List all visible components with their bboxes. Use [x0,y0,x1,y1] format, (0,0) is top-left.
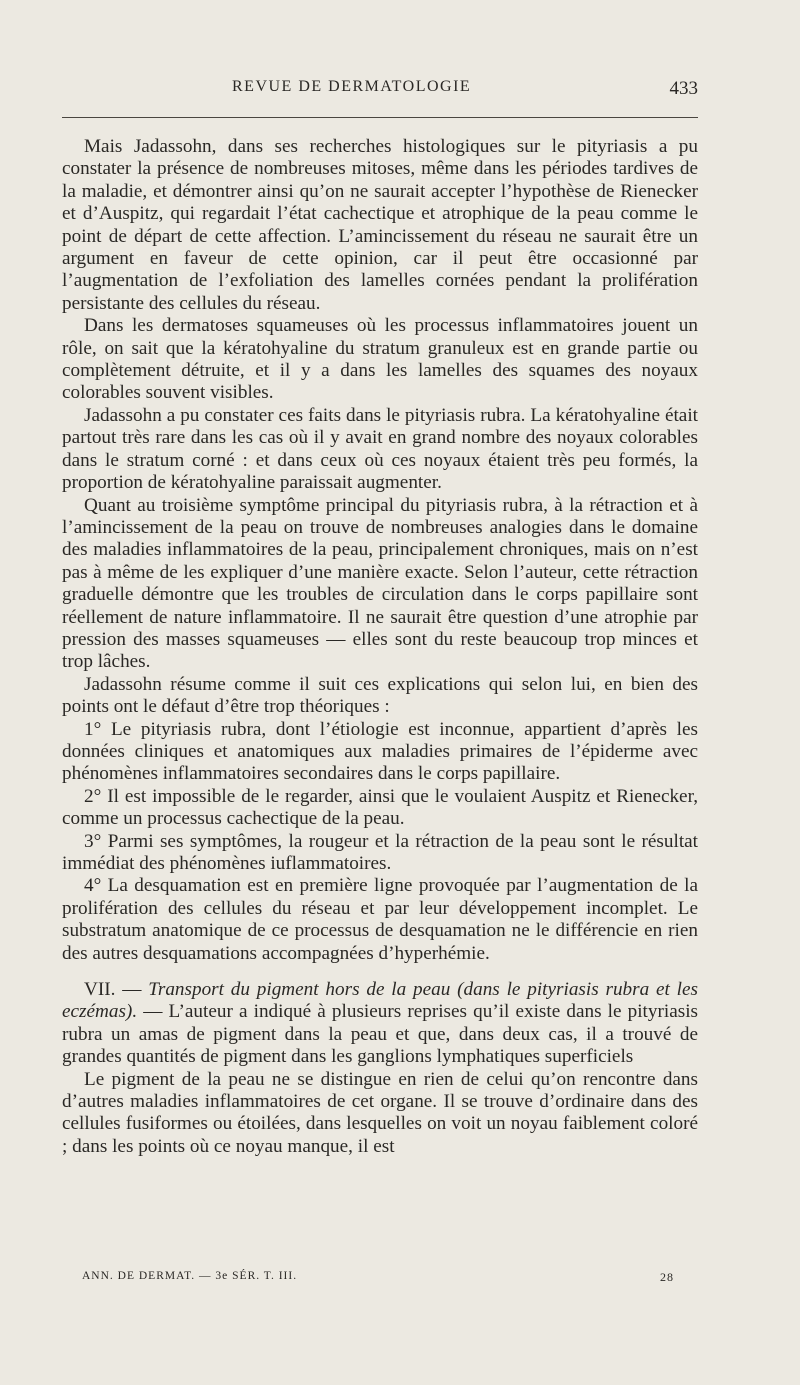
numbered-conclusion: 1° Le pityriasis rubra, dont l’étiologie est inconnue, appartient d’après les données cliniques et anatomiques aux maladies primaires de l’épiderme avec phénomènes inflammatoires secondaires dans le corps papillaire. [62,718,698,785]
running-title: REVUE DE DERMATOLOGIE [232,78,472,95]
paragraph: Jadassohn a pu constater ces faits dans le pityriasis rubra. La kératohyaline était partout très rare dans les cas où il y avait en grand nombre des noyaux colorables dans le stratum corné : et dans ceux où ces noyaux étaient très peu formés, la proportion de kératohyaline paraissait augmenter. [62,404,698,494]
paragraph: Mais Jadassohn, dans ses recherches histologiques sur le pityriasis a pu constater la présence de nombreuses mitoses, même dans les périodes tardives de la maladie, et démontrer ainsi qu’on ne saurait accepter l’hypothèse de Rienecker et d’Auspitz, qui regardait l’état cachectique et atrophique de la peau comme le point de départ de cette affection. L’amincissement du réseau ne saurait être un argument en faveur de cette opinion, car il peut être occasionné par l’augmentation de l’exfoliation des lamelles cornées pendant la prolifération persistante des cellules du réseau. [62,136,698,314]
section-vii-title: Transport du pigment hors de la peau (dans le pityriasis rubra et les eczémas). [62,979,698,1023]
header-rule [62,117,698,118]
page-header [62,78,698,108]
page-number: 433 [669,78,698,99]
paragraph: Dans les dermatoses squameuses où les processus inflammatoires jouent un rôle, on sait que la kératohyaline du stratum granuleux est en grande partie ou complètement détruite, et il y a dans les lamelles des squames des noyaux colorables souvent visibles. [62,315,698,404]
numbered-conclusion: 4° La desquamation est en première ligne provoquée par l’augmentation de la prolifération des cellules du réseau et par leur développement incomplet. Le substratum anatomique de ce processus de desquamation ne le différencie en rien des autres desquamations accompagnées d’hyperhémie. [62,875,698,964]
paragraph: Quant au troisième symptôme principal du pityriasis rubra, à la rétraction et à l’amincissement de la peau on trouve de nombreuses analogies dans le domaine des maladies inflammatoires de la peau, principalement chroniques, mais on n’est pas à même de les expliquer d’une manière exacte. Selon l’auteur, cette rétraction graduelle démontre que les troubles de circulation dans le corps papillaire sont réellement de nature inflammatoire. Il ne saurait être question d’une atrophie par pression des masses squameuses — elles sont du reste beaucoup trop minces et trop lâches. [62,494,698,673]
paragraph: Jadassohn résume comme il suit ces explications qui selon lui, en bien des points ont le défaut d’être trop théoriques : [62,673,698,718]
section-vii-label: VII. — [84,979,149,1001]
paragraph: Le pigment de la peau ne se distingue en rien de celui qu’on rencontre dans d’autres maladies inflammatoires de cet organe. Il se trouve d’ordinaire dans des cellules fusiformes ou étoilées, dans lesquelles on voit un noyau faiblement coloré ; dans les points où ce noyau manque, il est [62,1068,698,1157]
body-text [62,136,698,1158]
section-vii-paragraph [62,979,698,1069]
signature-mark: 28 [660,1270,674,1284]
numbered-conclusion: 2° Il est impossible de le regarder, ainsi que le voulaient Auspitz et Rienecker, comme un processus cachectique de la peau. [62,785,698,830]
footer-citation: ANN. DE DERMAT. — 3e SÉR. T. III. [82,1270,298,1282]
page-footer [62,1270,698,1290]
numbered-conclusion: 3° Parmi ses symptômes, la rougeur et la rétraction de la peau sont le résultat immédiat des phénomènes iuflammatoires. [62,830,698,874]
section-vii-text: — L’auteur a indiqué à plusieurs reprises qu’il existe dans le pityriasis rubra un amas de pigment dans la peau et que, dans deux cas, il a trouvé de grandes quantités de pigment dans les ganglions lymphatiques superficiels [62,1001,698,1068]
